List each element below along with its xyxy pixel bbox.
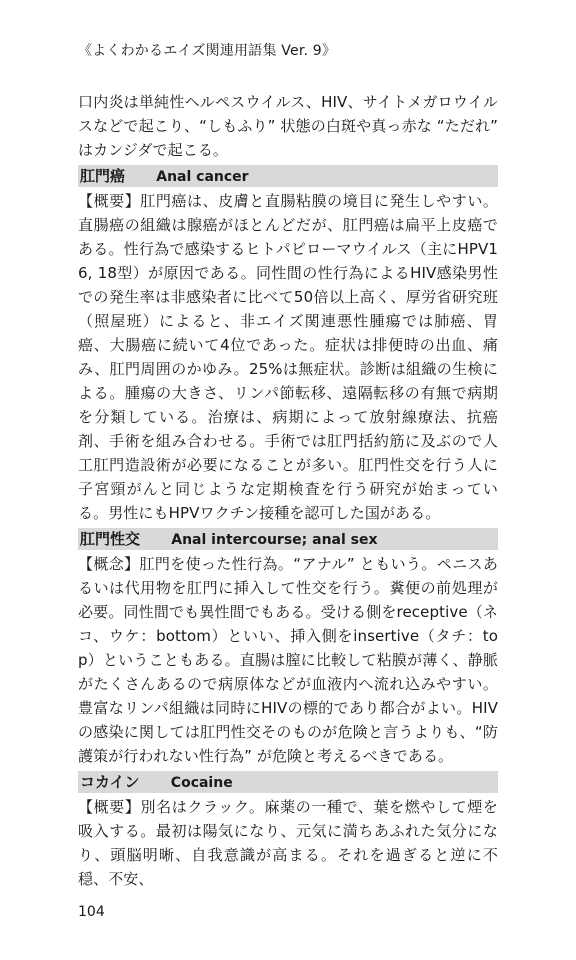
running-title: 《よくわかるエイズ関連用語集 Ver. 9》 xyxy=(78,43,337,59)
term-japanese: コカイン xyxy=(80,773,140,791)
term-japanese: 肛門癌 xyxy=(80,167,126,185)
term-english: Cocaine xyxy=(170,775,233,791)
page-content xyxy=(78,90,498,891)
entry-body-anal-cancer: 【概要】肛門癌は、皮膚と直腸粘膜の境目に発生しやすい。直腸癌の組織は腺癌がほとんどだが、肛門癌は扁平上皮癌である。性行為で感染するヒトパピローマウイルス（主にHPV16, 18型）が原因である。同性間の性行為によるHIV感染男性での発生率は非感染者に比べて50倍以上高く、厚労省研究班（照屋班）によると、非エイズ関連悪性腫瘍では肺癌、胃癌、大腸癌に続いて4位であった。症状は排便時の出血、痛み、肛門周囲のかゆみ。25%は無症状。診断は組織の生検による。腫瘍の大きさ、リンパ節転移、遠隔転移の有無で病期を分類している。治療は、病期によって放射線療法、抗癌剤、手術を組み合わせる。手術では肛門括約筋に及ぶので人工肛門造設術が必要になることが多い。肛門性交を行う人に子宮頸がんと同じような定期検査を行う研究が始まっている。男性にもHPVワクチン接種を認可した国がある。 xyxy=(78,192,498,522)
term-heading-anal-intercourse xyxy=(78,528,498,550)
term-heading-anal-cancer xyxy=(78,165,498,187)
term-english: Anal intercourse; anal sex xyxy=(171,532,378,548)
term-heading-cocaine xyxy=(78,771,498,793)
page-number: 104 xyxy=(78,904,105,920)
entry-body-cocaine: 【概要】別名はクラック。麻薬の一種で、葉を燃やして煙を吸入する。最初は陽気になり、元気に満ちあふれた気分になり、頭脳明晰、自我意識が高まる。それを過ぎると逆に不穏、不安、 xyxy=(78,798,498,888)
term-japanese: 肛門性交 xyxy=(80,530,141,548)
entry-body-anal-intercourse: 【概念】肛門を使った性行為。“アナル” ともいう。ペニスあるいは代用物を肛門に挿入して性交を行う。糞便の前処理が必要。同性間でも異性間でもある。受ける側をreceptive（ネコ、ウケ：bottom）といい、挿入側をinsertive（タチ：top）ということもある。直腸は膣に比較して粘膜が薄く、静脈がたくさんあるので病原体などが血液内へ流れ込みやすい。豊富なリンパ組織は同時にHIVの標的であり都合がよい。HIVの感染に関しては肛門性交そのものが危険と言うよりも、“防護策が行われない性行為” が危険と考えるべきである。 xyxy=(78,555,498,765)
term-english: Anal cancer xyxy=(156,169,249,185)
intro-paragraph: 口内炎は単純性ヘルペスウイルス、HIV、サイトメガロウイルスなどで起こり、“しもふり” 状態の白斑や真っ赤な “ただれ” はカンジダで起こる。 xyxy=(78,93,498,159)
